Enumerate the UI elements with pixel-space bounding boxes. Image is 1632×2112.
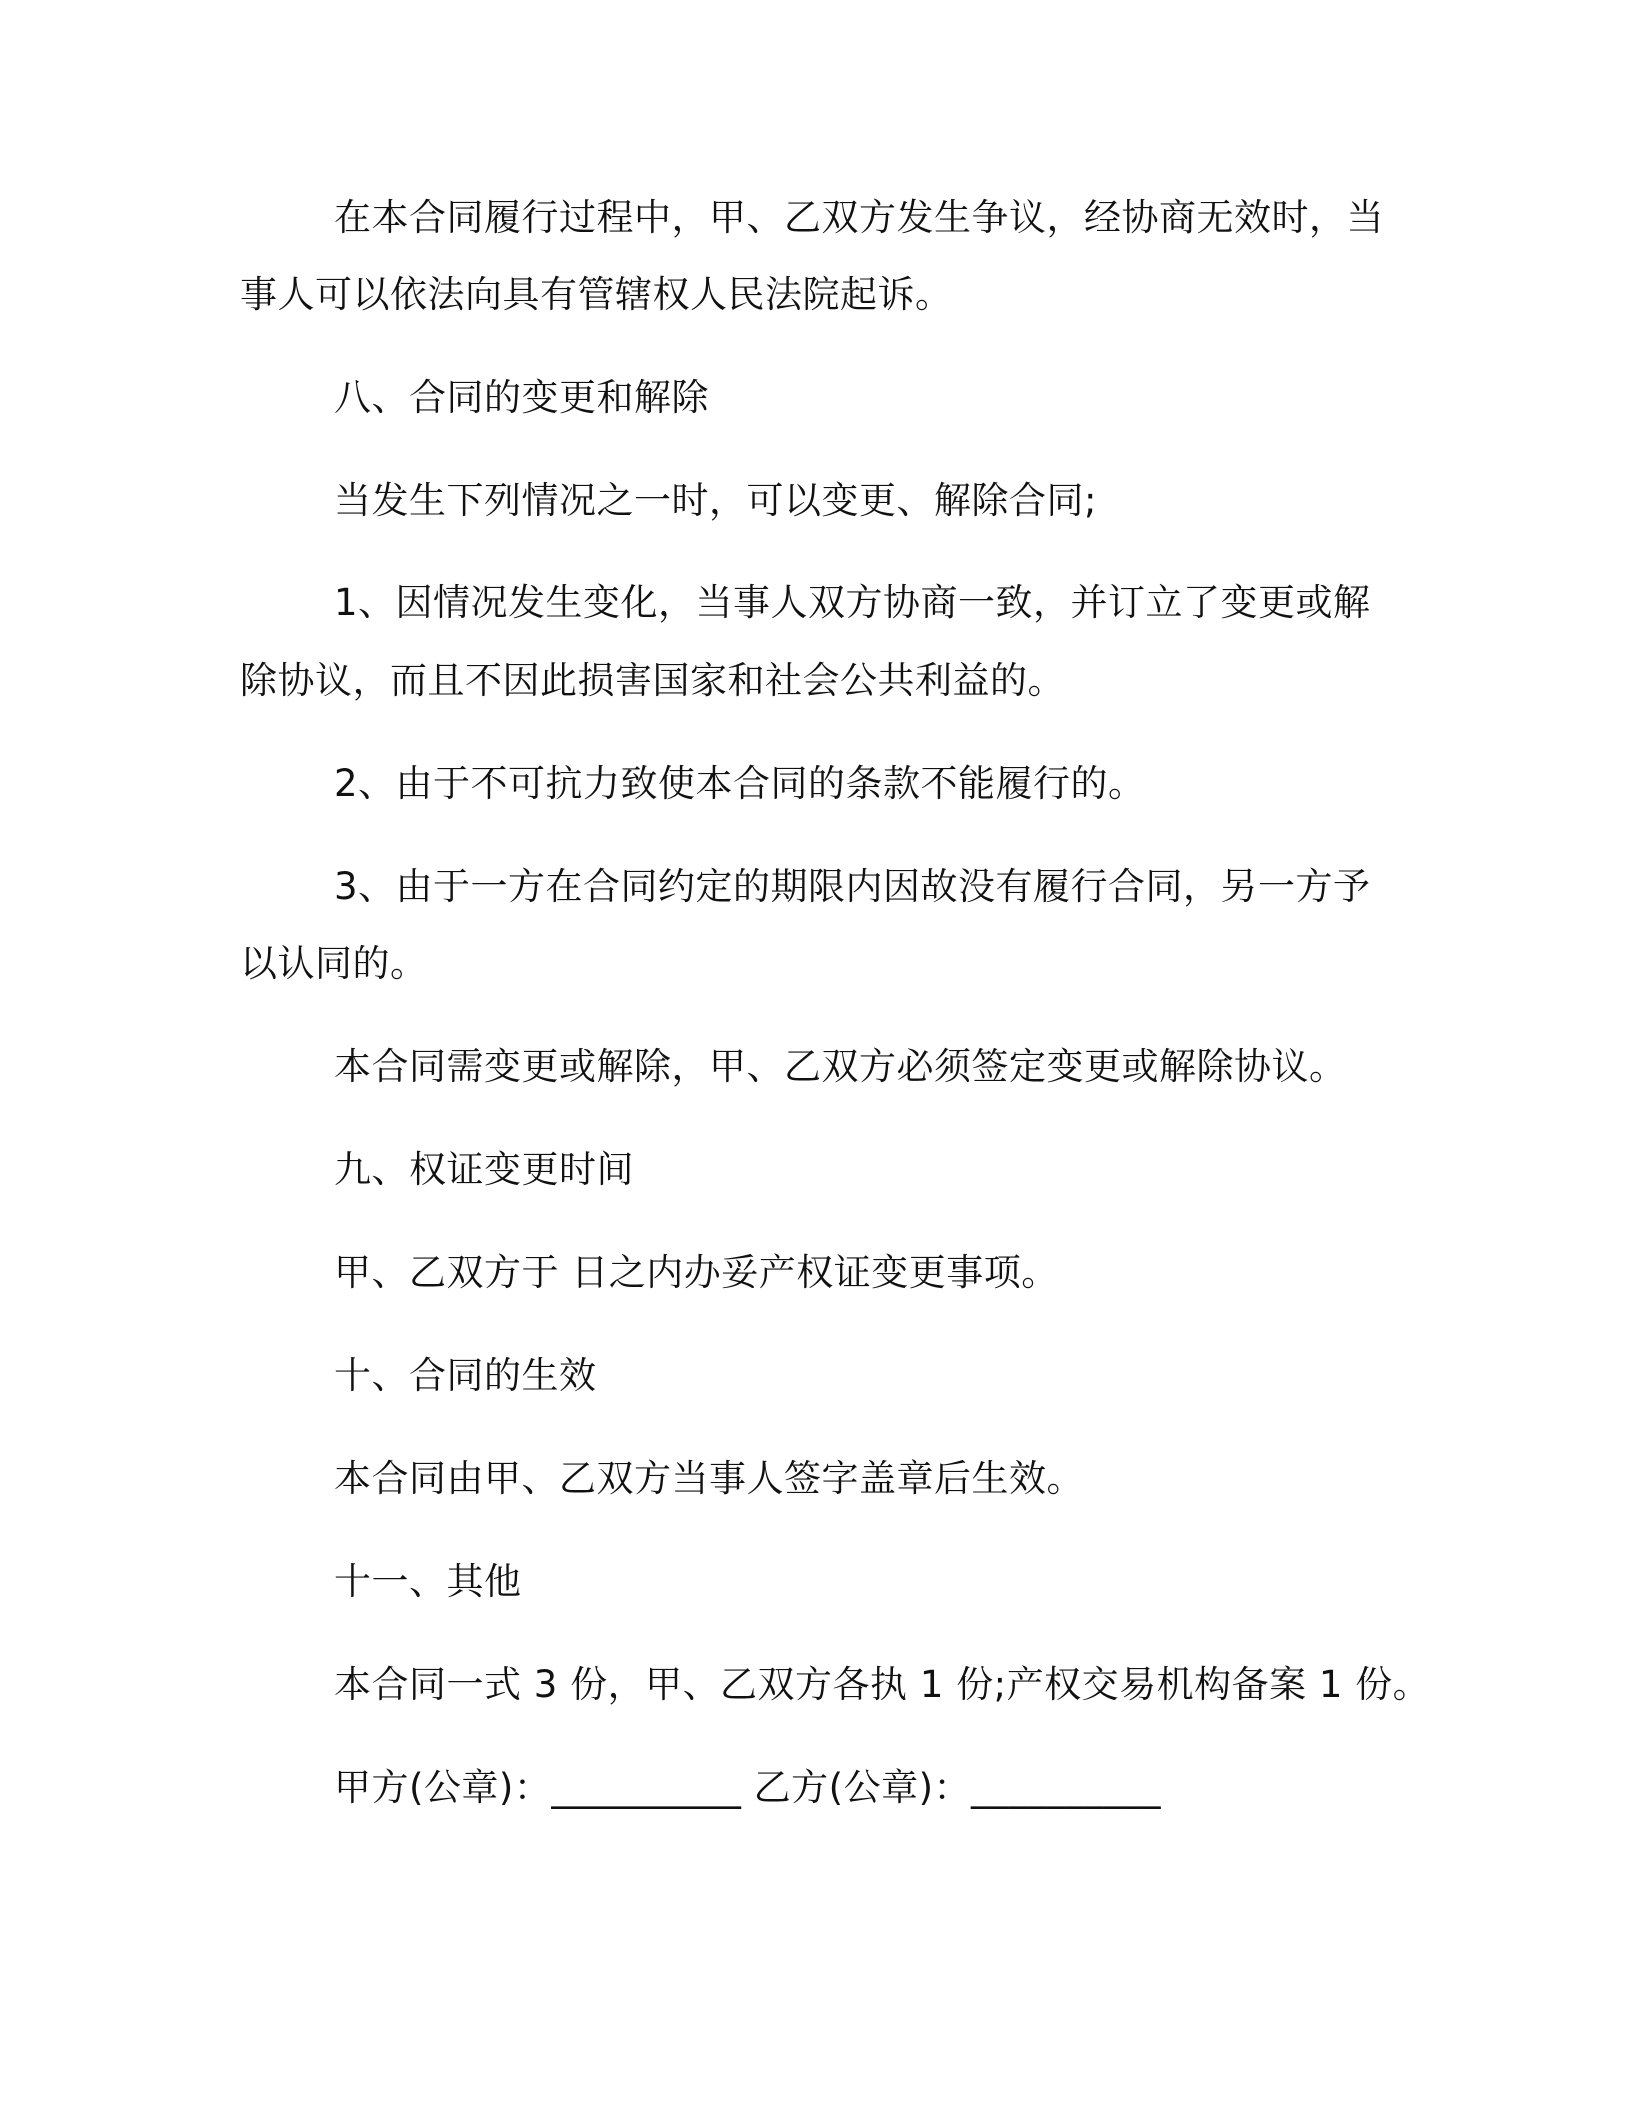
section-heading-9: 九、权证变更时间 [334,1148,634,1191]
signature-line [334,1765,1514,1811]
list-item-1-line-1: 1、因情况发生变化，当事人双方协商一致，并订立了变更或解 [334,581,1371,624]
paragraph-copies: 本合同一式 3 份，甲、乙双方各执 1 份;产权交易机构备案 1 份。 [334,1663,1431,1706]
list-item-2: 2、由于不可抗力致使本合同的条款不能履行的。 [334,762,1146,805]
list-item-1-line-2: 除协议，而且不因此损害国家和社会公共利益的。 [240,659,1065,702]
paragraph-title-change-time: 甲、乙双方于 日之内办妥产权证变更事项。 [334,1251,1059,1294]
party-a-signature-blank[interactable]: __________ [551,1766,742,1809]
party-b-label: 乙方(公章)： [753,1766,972,1809]
list-item-3-line-2: 以认同的。 [240,942,428,985]
paragraph-change-agreement: 本合同需变更或解除，甲、乙双方必须签定变更或解除协议。 [334,1045,1347,1088]
paragraph-dispute-line-2: 事人可以依法向具有管辖权人民法院起诉。 [240,273,953,316]
section-heading-11: 十一、其他 [334,1560,522,1603]
section-heading-8: 八、合同的变更和解除 [334,376,709,419]
paragraph-effective: 本合同由甲、乙双方当事人签字盖章后生效。 [334,1457,1084,1500]
paragraph-conditions-intro: 当发生下列情况之一时，可以变更、解除合同; [334,479,1097,522]
party-a-label: 甲方(公章)： [334,1766,552,1809]
paragraph-dispute-line-1: 在本合同履行过程中，甲、乙双方发生争议，经协商无效时，当 [334,196,1384,239]
party-b-signature-blank[interactable]: __________ [971,1766,1162,1809]
list-item-3-line-1: 3、由于一方在合同约定的期限内因故没有履行合同，另一方予 [334,865,1371,908]
section-heading-10: 十、合同的生效 [334,1354,597,1397]
